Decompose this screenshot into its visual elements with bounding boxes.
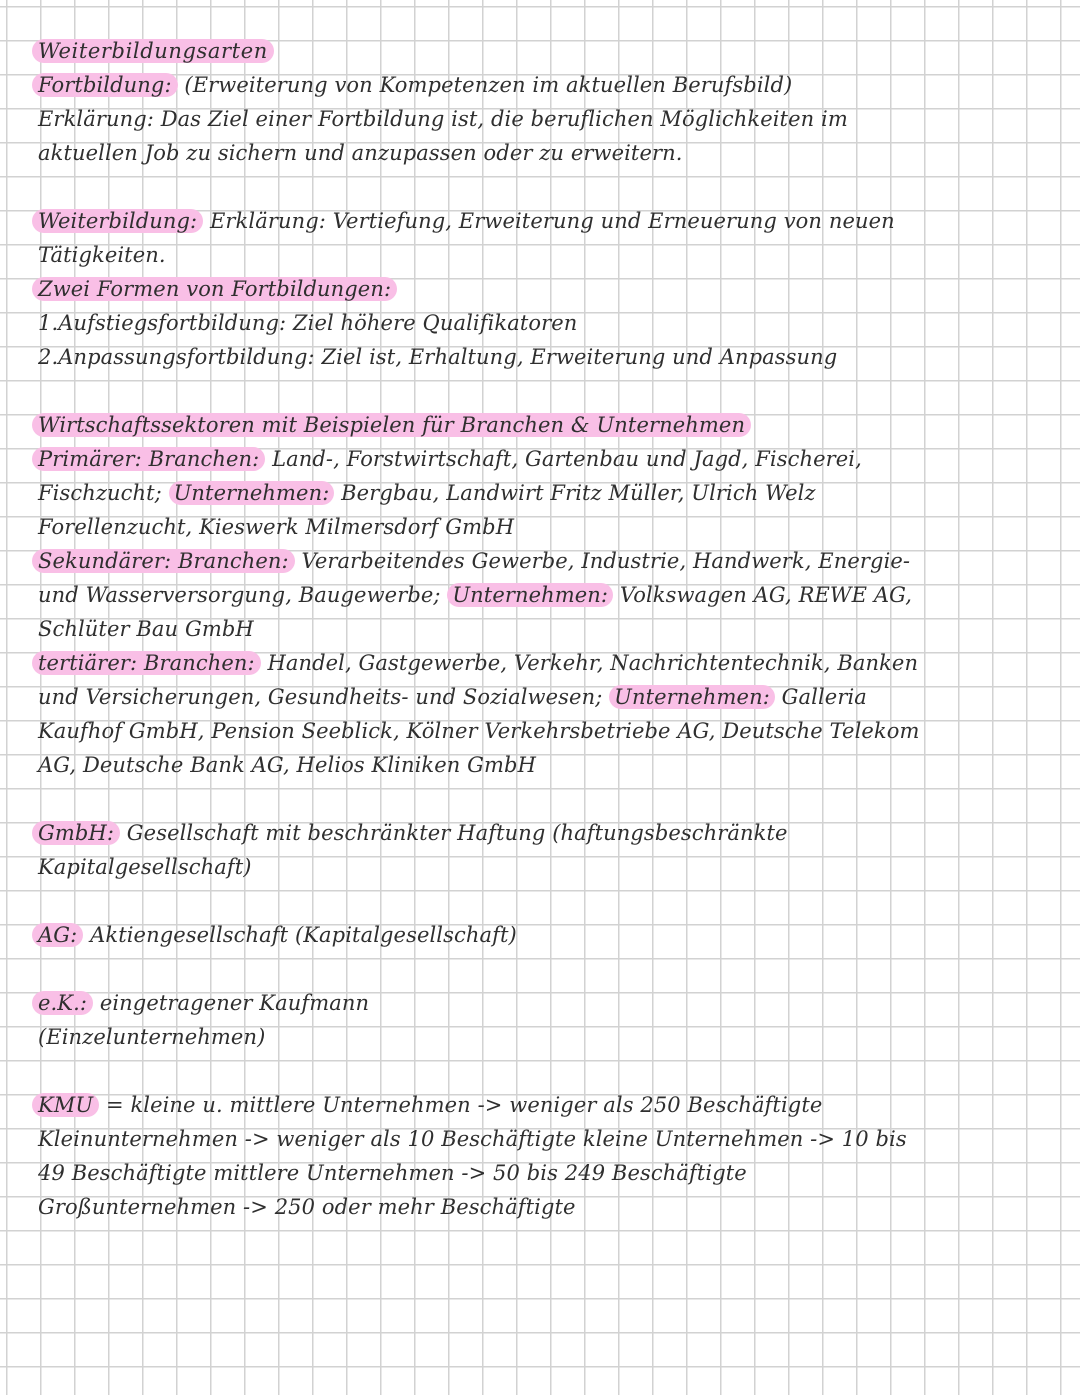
note-page: [38, 34, 1048, 1224]
sekundaer-line-2: [38, 578, 1048, 612]
tertiaer-line-1: [38, 646, 1048, 680]
fortbildung-label: Fortbildung:: [32, 73, 178, 97]
title-heading: Weiterbildungsarten: [32, 39, 274, 63]
tertiaer-text-1: Handel, Gastgewerbe, Verkehr, Nachrichtentechnik, Banken: [260, 651, 919, 675]
gmbh-label: GmbH:: [32, 821, 120, 845]
sekundaer-text-2b: Volkswagen AG, REWE AG,: [613, 583, 912, 607]
ek-label: e.K.:: [32, 991, 93, 1015]
primaer-unternehmen-label: Unternehmen:: [169, 481, 335, 505]
tertiaer-text-2a: und Versicherungen, Gesundheits- und Sozialwesen;: [38, 685, 610, 709]
primaer-text-2b: Bergbau, Landwirt Fritz Müller, Ulrich Welz: [334, 481, 816, 505]
tertiaer-unternehmen-label: Unternehmen:: [609, 685, 775, 709]
primaer-line-1: [38, 442, 1048, 476]
formen-item-1: 1.Aufstiegsfortbildung: Ziel höhere Qualifikatoren: [38, 311, 578, 335]
fortbildung-explanation-2: aktuellen Job zu sichern und anzupassen oder zu erweitern.: [38, 141, 683, 165]
formen-heading: Zwei Formen von Fortbildungen:: [32, 277, 397, 301]
kmu-line-1: [38, 1088, 1048, 1122]
sekundaer-unternehmen-label: Unternehmen:: [447, 583, 613, 607]
sekundaer-text-2a: und Wasserversorgung, Baugewerbe;: [38, 583, 448, 607]
heading-line: [38, 34, 1048, 68]
spacer: [38, 170, 1048, 204]
sekundaer-label: Sekundärer: Branchen:: [32, 549, 295, 573]
kmu-label: KMU: [32, 1093, 99, 1117]
spacer: [38, 884, 1048, 918]
primaer-line-3: Forellenzucht, Kieswerk Milmersdorf GmbH: [38, 515, 515, 539]
tertiaer-line-4: AG, Deutsche Bank AG, Helios Kliniken GmbH: [38, 753, 536, 777]
fortbildung-line: [38, 68, 1048, 102]
kmu-text-1: = kleine u. mittlere Unternehmen -> weniger als 250 Beschäftigte: [99, 1093, 823, 1117]
sektoren-line: [38, 408, 1048, 442]
spacer: [38, 374, 1048, 408]
tertiaer-text-2b: Galleria: [774, 685, 867, 709]
tertiaer-line-3: Kaufhof GmbH, Pension Seeblick, Kölner Verkehrsbetriebe AG, Deutsche Telekom: [38, 719, 920, 743]
tertiaer-label: tertiärer: Branchen:: [32, 651, 261, 675]
sekundaer-line-1: [38, 544, 1048, 578]
spacer: [38, 952, 1048, 986]
ek-line-1: [38, 986, 1048, 1020]
gmbh-text-1: Gesellschaft mit beschränkter Haftung (haftungsbeschränkte: [120, 821, 788, 845]
sektoren-heading: Wirtschaftssektoren mit Beispielen für Branchen & Unternehmen: [32, 413, 751, 437]
kmu-line-2: Kleinunternehmen -> weniger als 10 Beschäftigte kleine Unternehmen -> 10 bis: [38, 1127, 907, 1151]
ag-label: AG:: [32, 923, 83, 947]
fortbildung-text: (Erweiterung von Kompetenzen im aktuellen Berufsbild): [177, 73, 793, 97]
spacer: [38, 1054, 1048, 1088]
primaer-text-2a: Fischzucht;: [38, 481, 169, 505]
weiterbildung-line: [38, 204, 1048, 238]
primaer-text-1: Land-, Forstwirtschaft, Gartenbau und Jagd, Fischerei,: [265, 447, 862, 471]
formen-line: [38, 272, 1048, 306]
ek-line-2: (Einzelunternehmen): [38, 1025, 266, 1049]
ag-line: [38, 918, 1048, 952]
sekundaer-line-3: Schlüter Bau GmbH: [38, 617, 254, 641]
gmbh-line-1: [38, 816, 1048, 850]
spacer: [38, 782, 1048, 816]
primaer-label: Primärer: Branchen:: [32, 447, 265, 471]
fortbildung-explanation-1: Erklärung: Das Ziel einer Fortbildung ist, die beruflichen Möglichkeiten im: [38, 107, 848, 131]
tertiaer-line-2: [38, 680, 1048, 714]
ag-text: Aktiengesellschaft (Kapitalgesellschaft): [83, 923, 517, 947]
ek-text-1: eingetragener Kaufmann: [93, 991, 370, 1015]
weiterbildung-label: Weiterbildung:: [32, 209, 203, 233]
weiterbildung-text-2: Tätigkeiten.: [38, 243, 166, 267]
weiterbildung-text: Erklärung: Vertiefung, Erweiterung und Erneuerung von neuen: [203, 209, 895, 233]
sekundaer-text-1: Verarbeitendes Gewerbe, Industrie, Handwerk, Energie-: [294, 549, 911, 573]
kmu-line-4: Großunternehmen -> 250 oder mehr Beschäftigte: [38, 1195, 576, 1219]
gmbh-line-2: Kapitalgesellschaft): [38, 855, 252, 879]
kmu-line-3: 49 Beschäftigte mittlere Unternehmen -> 50 bis 249 Beschäftigte: [38, 1161, 747, 1185]
formen-item-2: 2.Anpassungsfortbildung: Ziel ist, Erhaltung, Erweiterung und Anpassung: [38, 345, 838, 369]
primaer-line-2: [38, 476, 1048, 510]
